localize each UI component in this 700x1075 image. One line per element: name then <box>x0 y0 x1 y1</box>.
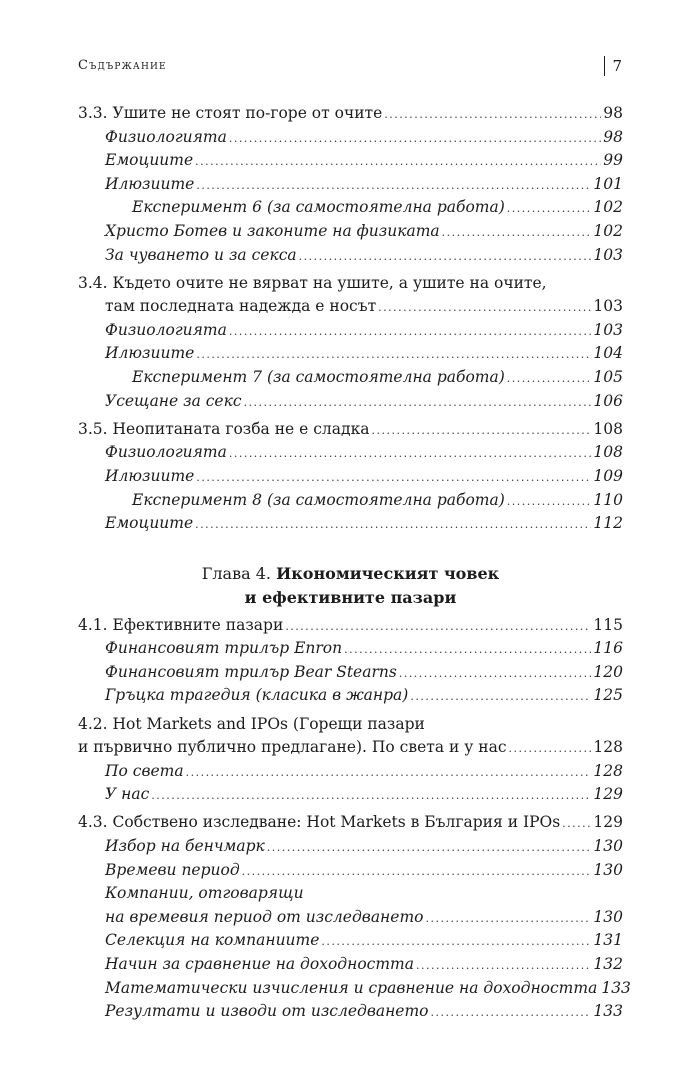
dot-leader <box>186 760 592 785</box>
chapter-title-line1: Икономическият човек <box>276 563 500 583</box>
dot-leader <box>507 196 592 221</box>
chapter-title-line2: и ефективните пазари <box>244 587 457 607</box>
toc-entry[interactable] <box>78 196 623 220</box>
dot-leader <box>562 811 591 836</box>
toc-entry[interactable] <box>78 489 623 513</box>
dot-leader <box>442 220 592 245</box>
toc-page-number: 103 <box>593 320 623 339</box>
dot-leader <box>229 319 592 344</box>
dot-leader <box>344 637 591 662</box>
toc-page-number: 112 <box>593 514 623 533</box>
toc-page-number: 115 <box>593 615 623 634</box>
toc-entry-label: 4.3. Собствено изследване: Hot Markets в България и IPOs <box>78 813 561 832</box>
toc-page-number: 130 <box>593 837 623 856</box>
toc-page-number: 108 <box>593 419 623 438</box>
toc-entry[interactable] <box>78 906 623 930</box>
toc-entry-label: Илюзиите <box>105 466 195 485</box>
chapter-number: Глава 4. <box>201 563 271 583</box>
toc-entry[interactable] <box>78 977 631 1001</box>
toc-entry[interactable] <box>78 295 623 319</box>
dot-leader <box>399 661 592 686</box>
dot-leader <box>195 512 591 537</box>
toc-entry-label-cont: там последната надежда е носът <box>105 297 377 316</box>
toc-entry[interactable] <box>78 441 623 465</box>
toc-entry[interactable] <box>78 342 623 366</box>
toc-entry-label: Резултати и изводи от изследването <box>105 1002 429 1021</box>
dot-leader <box>507 489 592 514</box>
toc-entry[interactable] <box>78 173 623 197</box>
toc-entry[interactable] <box>78 390 623 414</box>
toc-entry-label: По света <box>105 761 184 780</box>
toc-entry-label: 4.2. Hot Markets and IPOs (Горещи пазари <box>78 714 425 733</box>
toc-entry-label: Физиологията <box>105 127 227 146</box>
toc-entry[interactable] <box>78 835 623 859</box>
toc-entry-label: Селекция на компаниите <box>105 931 320 950</box>
toc-entry-label: Емоциите <box>105 151 194 170</box>
dot-leader <box>431 1000 592 1025</box>
dot-leader <box>196 342 591 367</box>
dot-leader <box>244 390 592 415</box>
toc-page-number: 116 <box>593 639 623 658</box>
toc-entry[interactable] <box>78 637 623 661</box>
toc-entry-label: 3.3. Ушите не стоят по-горе от очите <box>78 104 383 122</box>
dot-leader <box>509 736 592 761</box>
dot-leader <box>384 102 601 127</box>
toc-page-number: 110 <box>593 490 623 509</box>
toc-entry[interactable] <box>78 102 623 126</box>
toc-entry[interactable] <box>78 512 623 536</box>
toc-page-number: 133 <box>601 978 631 997</box>
toc-entry-label-cont: и първично публично предлагане). По света и у нас <box>78 738 507 757</box>
toc-page-number: 99 <box>603 151 623 170</box>
toc-entry[interactable] <box>78 220 623 244</box>
toc-entry-label: Христо Ботев и законите на физиката <box>105 221 440 240</box>
toc-entry[interactable] <box>78 929 623 953</box>
toc-entry-label: 4.1. Ефективните пазари <box>78 615 284 634</box>
toc-page-number: 132 <box>593 955 623 973</box>
toc-entry-label: 3.5. Неопитаната гозба не е сладка <box>78 419 370 438</box>
page-number: 7 <box>604 56 622 76</box>
toc-entry[interactable] <box>78 783 623 807</box>
toc-entry[interactable] <box>78 684 623 708</box>
toc-page-number: 130 <box>593 860 623 879</box>
toc-entry-label: Финансовият трилър Bear Stearns <box>105 662 397 681</box>
toc-entry-label: Финансовият трилър Enron <box>105 639 343 658</box>
toc-page-number: 131 <box>593 931 623 950</box>
toc-page-number: 103 <box>593 245 623 264</box>
toc-page-number: 120 <box>593 662 623 681</box>
dot-leader <box>229 126 601 151</box>
toc-entry-label: Физиологията <box>105 443 227 462</box>
toc-entry[interactable] <box>78 736 623 760</box>
toc-page-number: 133 <box>593 1002 623 1021</box>
toc-entry[interactable] <box>78 319 623 343</box>
toc-entry-label: Начин за сравнение на доходността <box>105 955 414 973</box>
toc-entry-label: Експеримент 8 (за самостоятелна работа) <box>132 490 505 509</box>
toc-entry[interactable] <box>78 418 623 442</box>
toc-entry-label: Физиологията <box>105 320 227 339</box>
dot-leader <box>507 366 592 391</box>
toc-entry-label: Усещане за секс <box>105 391 242 410</box>
toc-entry[interactable] <box>78 244 623 268</box>
toc-page-number: 125 <box>593 686 623 705</box>
toc-entry-label: Емоциите <box>105 514 194 533</box>
toc-entry[interactable] <box>78 661 623 685</box>
toc-entry-label: Илюзиите <box>105 174 195 193</box>
toc-page-number: 106 <box>593 391 623 410</box>
toc-page-number: 129 <box>593 813 623 832</box>
toc-page-number: 98 <box>603 104 623 122</box>
toc-entry[interactable] <box>78 366 623 390</box>
toc-entry[interactable] <box>78 859 623 883</box>
dot-leader <box>242 859 592 884</box>
dot-leader <box>410 684 591 709</box>
toc-entry-label: Времеви период <box>105 860 240 879</box>
toc-entry[interactable] <box>78 614 623 638</box>
toc-page-number: 105 <box>593 368 623 387</box>
toc-page-number: 102 <box>593 221 623 240</box>
toc-entry-label: Избор на бенчмарк <box>105 837 265 856</box>
toc-page-number: 103 <box>593 297 623 316</box>
toc-page-number: 108 <box>593 443 623 462</box>
toc-page-number: 130 <box>593 907 623 926</box>
toc-entry-label: Гръцка трагедия (класика в жанра) <box>105 686 409 705</box>
dot-leader <box>285 614 591 639</box>
toc-entry-label: Илюзиите <box>105 344 195 363</box>
dot-leader <box>195 149 601 174</box>
toc-entry-label-cont: на времевия период от изследването <box>105 907 424 926</box>
toc-page-number: 101 <box>593 174 623 193</box>
dot-leader <box>151 783 591 808</box>
table-of-contents <box>78 102 631 1024</box>
toc-entry[interactable] <box>78 811 623 835</box>
dot-leader <box>229 441 592 466</box>
dot-leader <box>416 953 591 978</box>
chapter-heading <box>78 562 623 610</box>
toc-entry-label: За чуването и за секса <box>105 245 297 264</box>
toc-page-number: 98 <box>603 127 623 146</box>
toc-page-number: 128 <box>593 761 623 780</box>
toc-page-number: 104 <box>593 344 623 363</box>
toc-entry[interactable] <box>78 760 623 784</box>
toc-entry-label: Експеримент 6 (за самостоятелна работа) <box>132 198 505 217</box>
dot-leader <box>372 418 592 443</box>
toc-page-number: 128 <box>593 738 623 757</box>
running-title: Съдържание <box>78 58 167 73</box>
dot-leader <box>299 244 592 269</box>
toc-entry-label: Експеримент 7 (за самостоятелна работа) <box>132 368 505 387</box>
toc-entry[interactable] <box>78 1000 623 1024</box>
dot-leader <box>196 465 591 490</box>
toc-page-number: 102 <box>593 198 623 217</box>
dot-leader <box>425 906 591 931</box>
toc-entry[interactable] <box>78 465 623 489</box>
toc-entry-label: Компании, отговарящи <box>105 884 304 903</box>
running-header <box>78 58 622 78</box>
toc-page-number: 109 <box>593 466 623 485</box>
toc-entry[interactable] <box>78 126 623 150</box>
toc-entry[interactable] <box>78 953 623 977</box>
dot-leader <box>378 295 591 320</box>
toc-entry-label: У нас <box>105 785 150 804</box>
toc-entry-label: Математически изчисления и сравнение на доходността <box>105 978 598 997</box>
dot-leader <box>196 173 591 198</box>
toc-entry-label: 3.4. Където очите не вярват на ушите, а ушите на очите, <box>78 273 547 292</box>
toc-entry[interactable] <box>78 149 623 173</box>
dot-leader <box>321 929 591 954</box>
toc-page-number: 129 <box>593 785 623 804</box>
dot-leader <box>267 835 592 860</box>
